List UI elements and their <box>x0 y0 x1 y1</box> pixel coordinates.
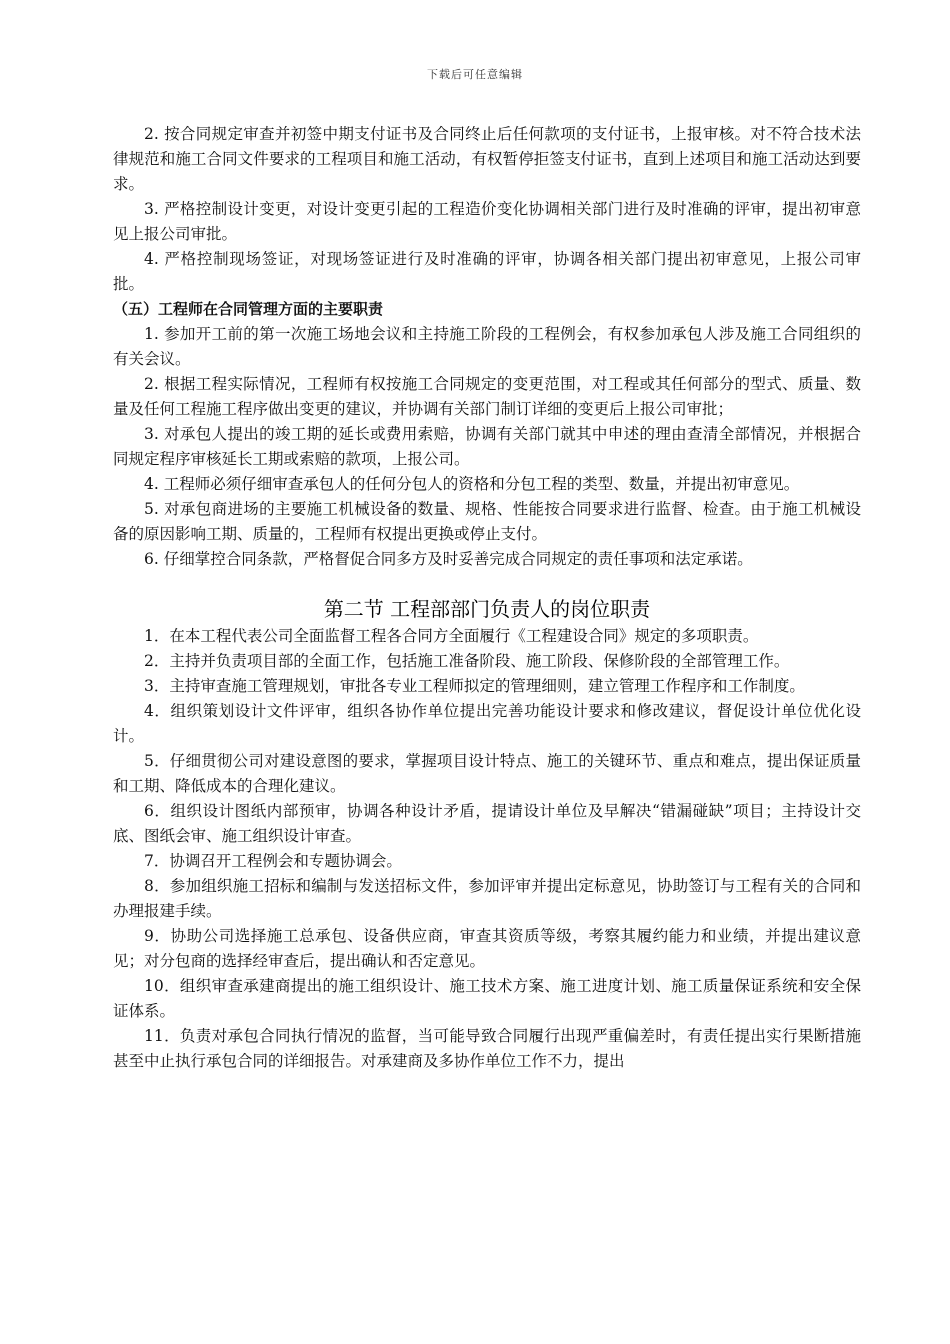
paragraph: 1. 参加开工前的第一次施工场地会议和主持施工阶段的工程例会，有权参加承包人涉及施工合同组织的有关会议。 <box>113 325 861 368</box>
paragraph: 4. 工程师必须仔细审查承包人的任何分包人的资格和分包工程的类型、数量，并提出初审意见。 <box>144 475 800 493</box>
paragraph: 6．组织设计图纸内部预审，协调各种设计矛盾，提请设计单位及早解决“错漏碰缺”项目；主持设计交底、图纸会审、施工组织设计审查。 <box>113 802 861 845</box>
paragraph: 3. 对承包人提出的竣工期的延长或费用索赔，协调有关部门就其中申述的理由查清全部情况，并根据合同规定程序审核延长工期或索赔的款项，上报公司。 <box>113 425 861 468</box>
chapter-title: 第二节 工程部部门负责人的岗位职责 <box>323 597 651 621</box>
paragraph: 10．组织审查承建商提出的施工组织设计、施工技术方案、施工进度计划、施工质量保证系统和安全保证体系。 <box>113 977 861 1020</box>
paragraph: 6. 仔细掌控合同条款，严格督促合同多方及时妥善完成合同规定的责任事项和法定承诺。 <box>144 550 753 568</box>
paragraph: 4. 严格控制现场签证，对现场签证进行及时准确的评审，协调各相关部门提出初审意见，上报公司审批。 <box>113 250 861 293</box>
paragraph: 5. 对承包商进场的主要施工机械设备的数量、规格、性能按合同要求进行监督、检查。由于施工机械设备的原因影响工期、质量的，工程师有权提出更换或停止支付。 <box>113 500 861 543</box>
section-heading: （五）工程师在合同管理方面的主要职责 <box>113 300 384 318</box>
paragraph: 2. 根据工程实际情况，工程师有权按施工合同规定的变更范围，对工程或其任何部分的型式、质量、数量及任何工程施工程序做出变更的建议，并协调有关部门制订详细的变更后上报公司审批； <box>113 375 861 418</box>
paragraph: 8．参加组织施工招标和编制与发送招标文件，参加评审并提出定标意见，协助签订与工程有关的合同和办理报建手续。 <box>113 877 861 920</box>
paragraph: 11．负责对承包合同执行情况的监督，当可能导致合同履行出现严重偏差时，有责任提出实行果断措施甚至中止执行承包合同的详细报告。对承建商及多协作单位工作不力，提出 <box>113 1027 861 1070</box>
paragraph: 7．协调召开工程例会和专题协调会。 <box>144 852 402 870</box>
paragraph: 4．组织策划设计文件评审，组织各协作单位提出完善功能设计要求和修改建议，督促设计单位优化设计。 <box>113 702 861 745</box>
paragraph: 2．主持并负责项目部的全面工作，包括施工准备阶段、施工阶段、保修阶段的全部管理工作。 <box>144 652 790 670</box>
paragraph: 1．在本工程代表公司全面监督工程各合同方全面履行《工程建设合同》规定的多项职责。 <box>144 627 759 645</box>
document-body <box>113 122 861 1074</box>
paragraph: 5．仔细贯彻公司对建设意图的要求，掌握项目设计特点、施工的关键环节、重点和难点，提出保证质量和工期、降低成本的合理化建议。 <box>113 752 861 795</box>
paragraph: 9．协助公司选择施工总承包、设备供应商，审查其资质等级，考察其履约能力和业绩，并提出建议意见；对分包商的选择经审查后，提出确认和否定意见。 <box>113 927 861 970</box>
header-note: 下载后可任意编辑 <box>427 68 523 81</box>
paragraph: 3. 严格控制设计变更，对设计变更引起的工程造价变化协调相关部门进行及时准确的评审，提出初审意见上报公司审批。 <box>113 200 861 243</box>
paragraph: 3．主持审查施工管理规划，审批各专业工程师拟定的管理细则，建立管理工作程序和工作制度。 <box>144 677 805 695</box>
paragraph: 2. 按合同规定审查并初签中期支付证书及合同终止后任何款项的支付证书，上报审核。对不符合技术法律规范和施工合同文件要求的工程项目和施工活动，有权暂停拒签支付证书，直到上述项目和施工活动达到要求。 <box>113 125 861 193</box>
